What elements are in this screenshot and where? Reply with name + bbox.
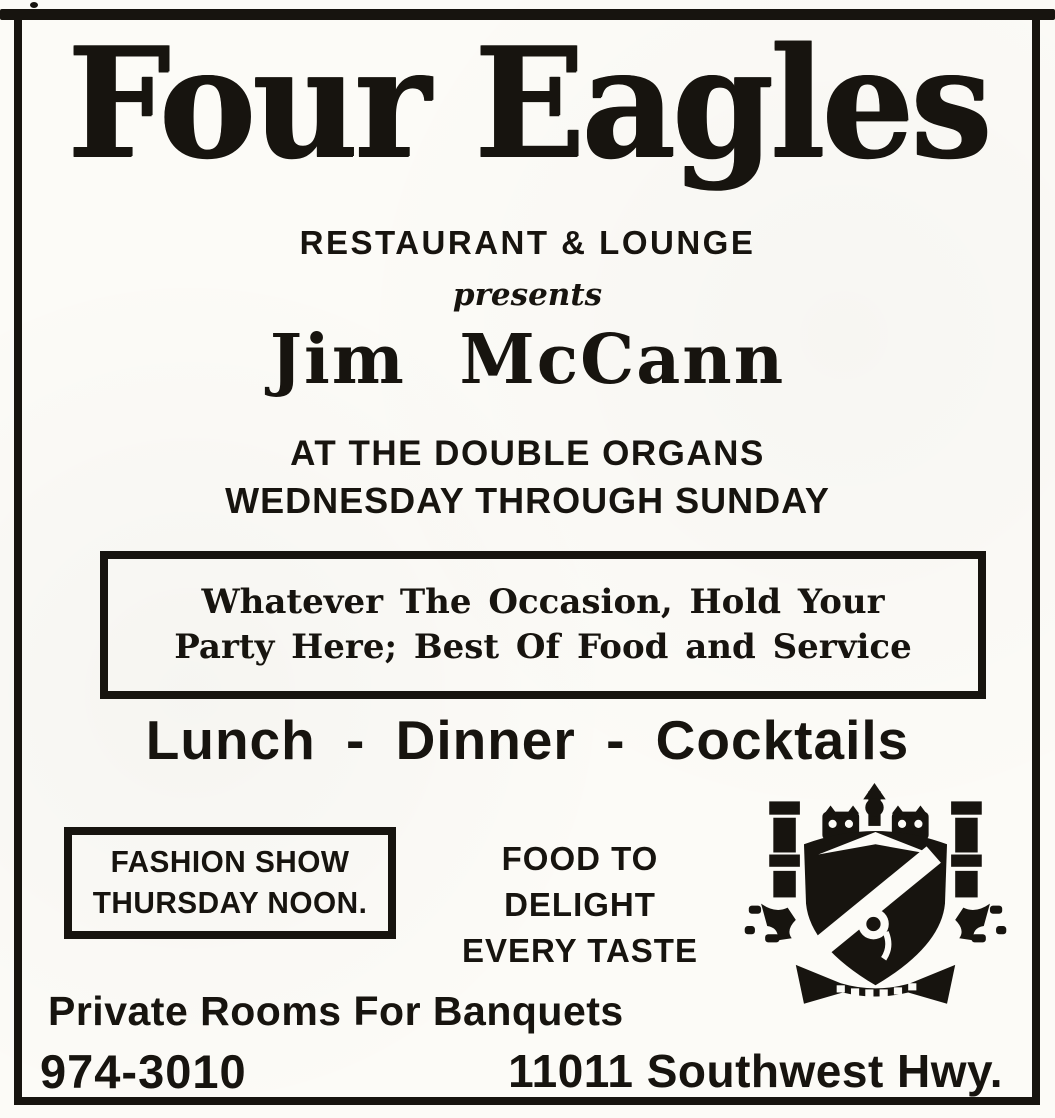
services-line: Lunch - Dinner - Cocktails — [145, 709, 910, 771]
party-promo-text — [174, 580, 911, 670]
street-address: 11011 Southwest Hwy. — [508, 1045, 1003, 1097]
performance-days-line: WEDNESDAY THROUGH SUNDAY — [225, 480, 830, 521]
food-slogan-line-1: FOOD TO — [501, 840, 659, 877]
party-promo-box — [100, 551, 986, 699]
food-slogan — [420, 836, 740, 975]
presents-label: presents — [452, 277, 603, 313]
performance-detail-line: AT THE DOUBLE ORGANS — [290, 434, 765, 473]
food-slogan-line-2: DELIGHT — [504, 886, 656, 924]
fashion-show-line-1: FASHION SHOW — [110, 844, 350, 880]
party-promo-line-1: Whatever The Occasion, Hold Your — [201, 582, 885, 623]
restaurant-name-title: Four Eagles — [66, 14, 989, 193]
fashion-show-box — [64, 827, 396, 939]
ink-speck — [30, 2, 38, 8]
party-promo-line-2: Party Here; Best Of Food and Service — [174, 627, 912, 667]
four-eagles-crest-icon — [733, 783, 1018, 1018]
phone-number: 974-3010 — [40, 1045, 247, 1098]
restaurant-subtitle: RESTAURANT & LOUNGE — [299, 224, 756, 261]
fashion-show-text — [93, 842, 368, 924]
fashion-show-line-2: THURSDAY NOON. — [92, 885, 368, 920]
food-slogan-line-3: EVERY TASTE — [462, 932, 698, 970]
banquets-line: Private Rooms For Banquets — [48, 988, 624, 1034]
performer-name: Jim McCann — [269, 320, 786, 400]
